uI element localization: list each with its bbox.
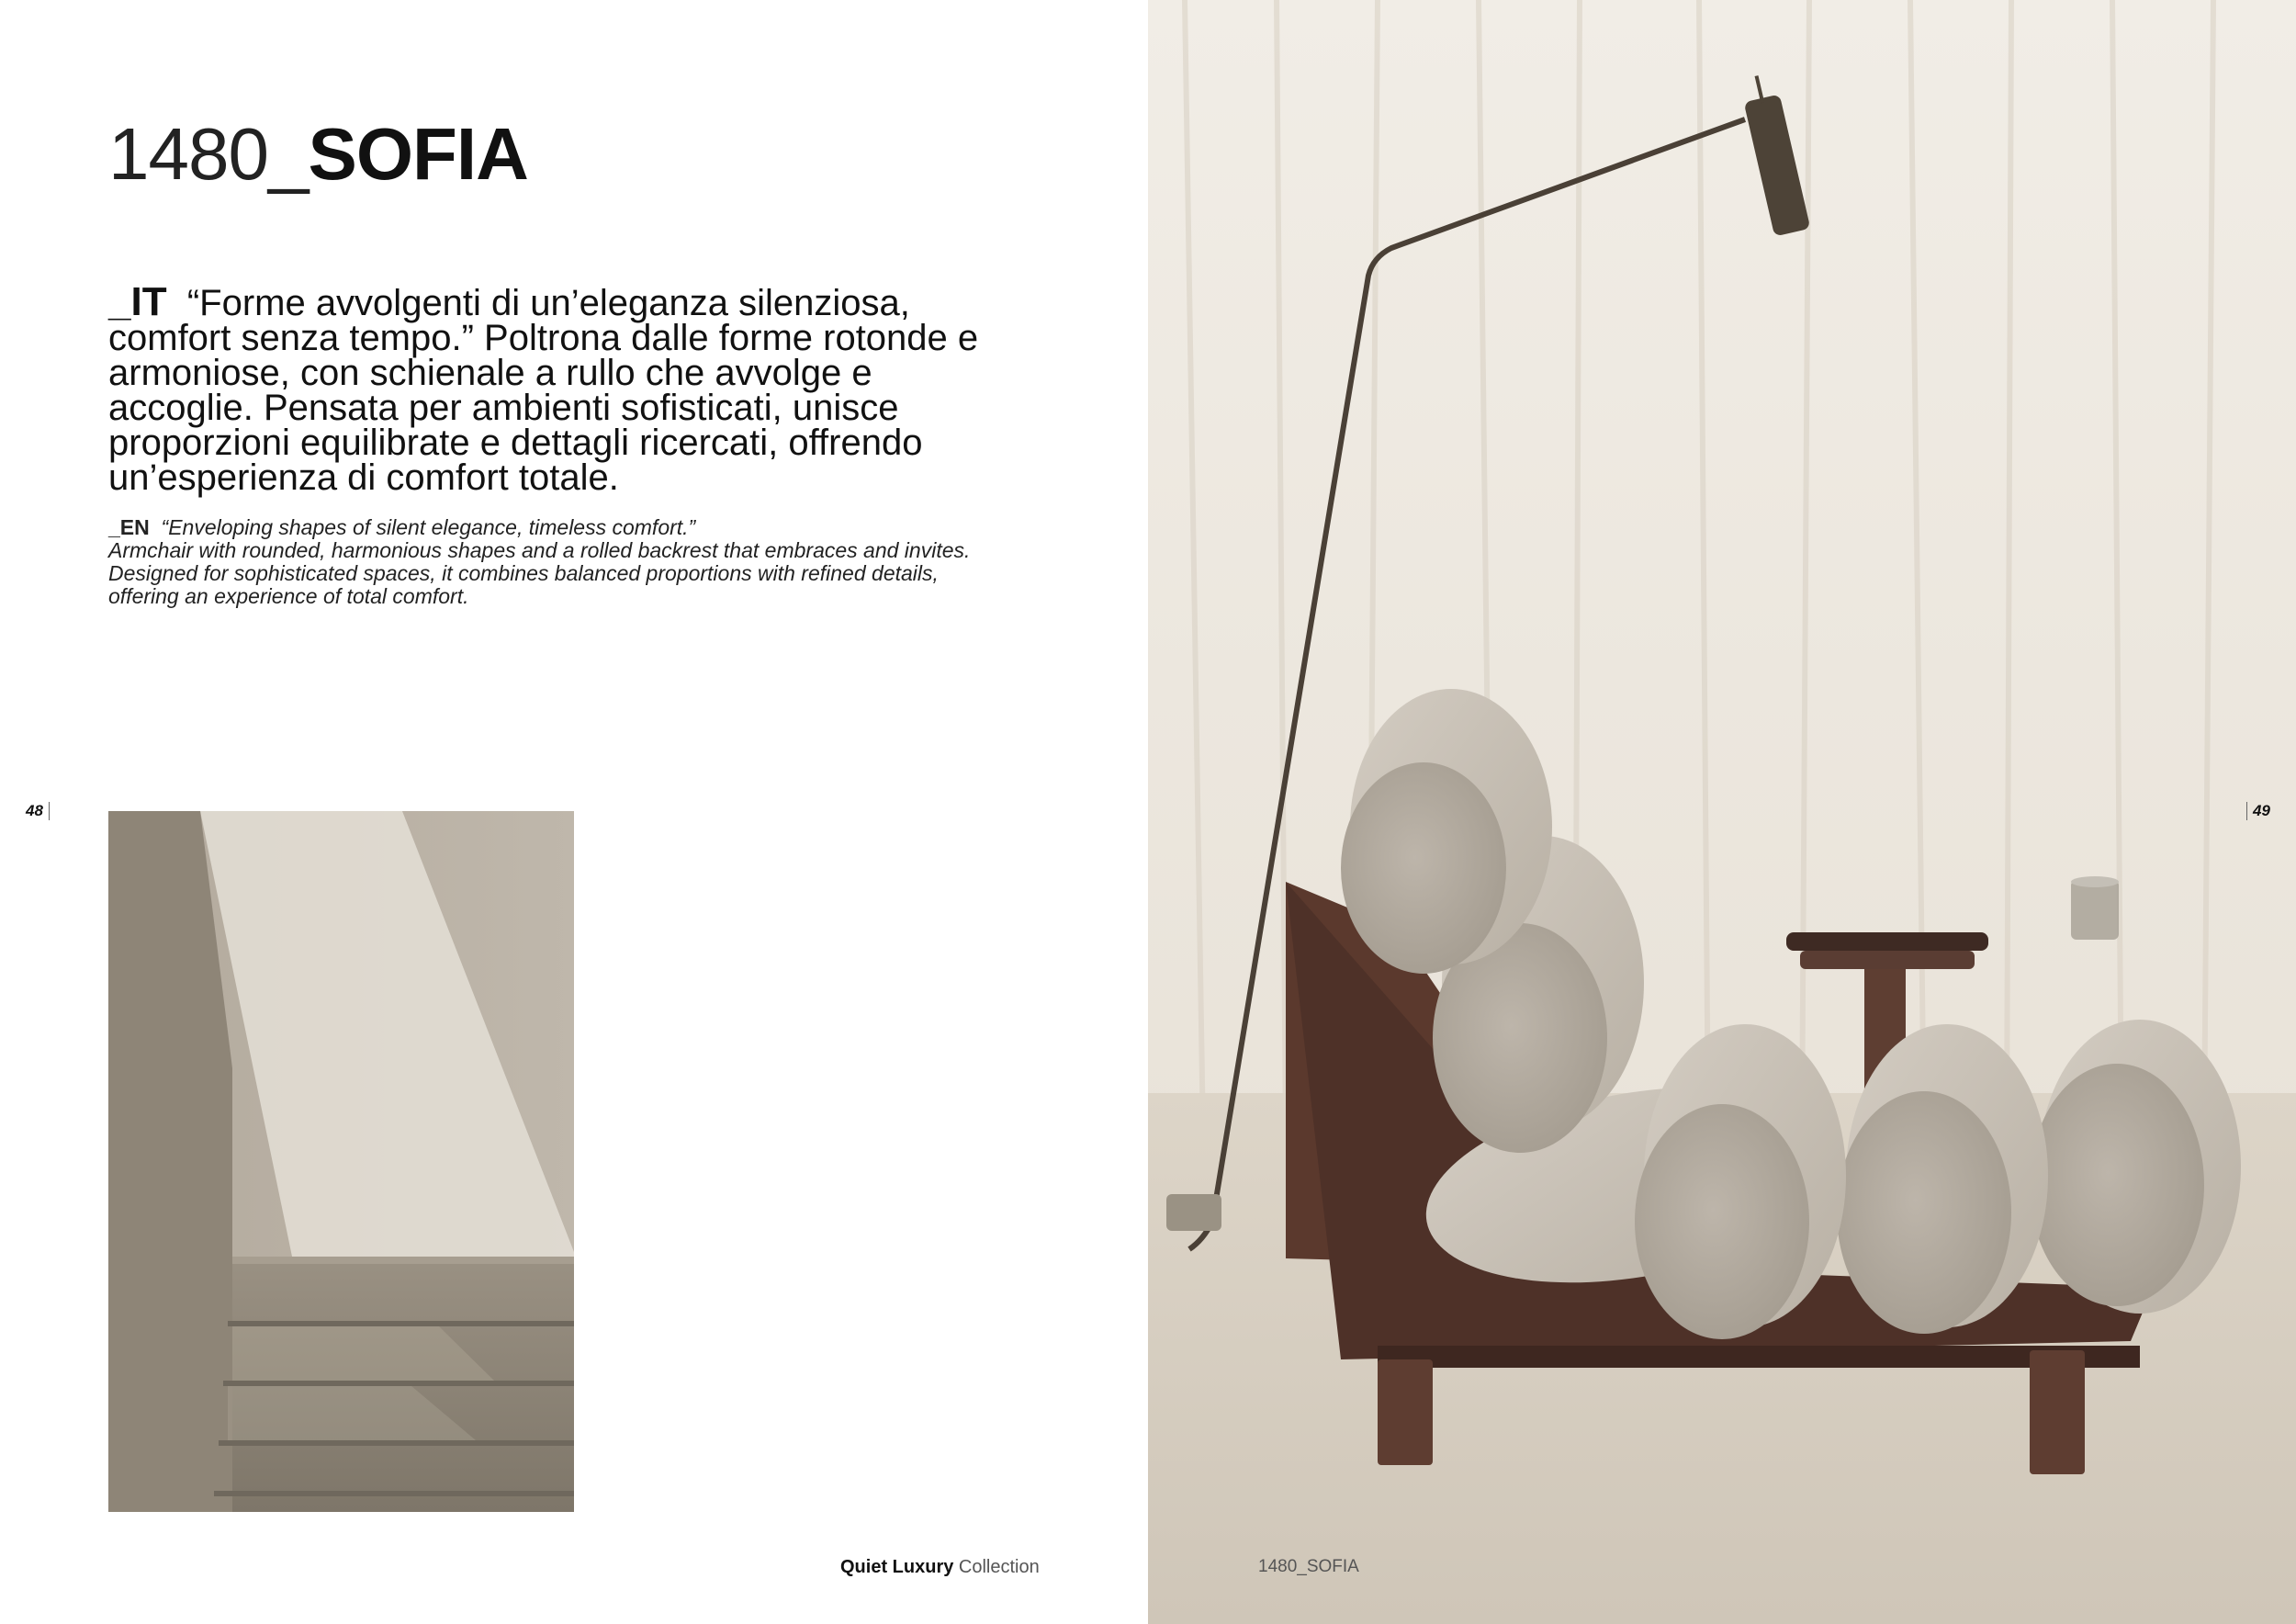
- description-en-quote: “Enveloping shapes of silent elegance, timeless comfort.”: [161, 515, 696, 539]
- footer-collection: [840, 1557, 1040, 1578]
- description-en-line: offering an experience of total comfort.: [108, 584, 469, 608]
- description-it: [108, 279, 1027, 498]
- description-en: [108, 516, 1082, 608]
- armchair-photo: [1148, 0, 2296, 1624]
- footer-collection-light: Collection: [958, 1557, 1040, 1577]
- title-name: SOFIA: [308, 113, 528, 195]
- page-title: [108, 108, 528, 200]
- footer-product-ref: 1480_SOFIA: [1258, 1557, 1359, 1576]
- description-it-tag: _IT: [108, 279, 167, 324]
- stair-photo: [108, 811, 574, 1512]
- description-en-tag: _EN: [108, 515, 150, 539]
- page-number-left: 48: [26, 802, 50, 820]
- description-en-line: Designed for sophisticated spaces, it combines balanced proportions with refined details,: [108, 561, 939, 585]
- page-number-right: 49: [2246, 802, 2270, 820]
- title-code: 1480_: [108, 113, 309, 195]
- right-page: [1148, 0, 2296, 1624]
- footer-collection-bold: Quiet Luxury: [840, 1557, 954, 1577]
- description-en-line: Armchair with rounded, harmonious shapes and a rolled backrest that embraces and invites.: [108, 538, 971, 562]
- description-it-text: “Forme avvolgenti di un’eleganza silenziosa, comfort senza tempo.” Poltrona dalle forme rotonde e armoniose, con schienale a rullo che avvolge e accoglie. Pensata per ambienti sofisticati, unisce proporzioni equilibrate e dettagli ricercati, offrendo un’esperienza di comfort totale.: [108, 283, 979, 498]
